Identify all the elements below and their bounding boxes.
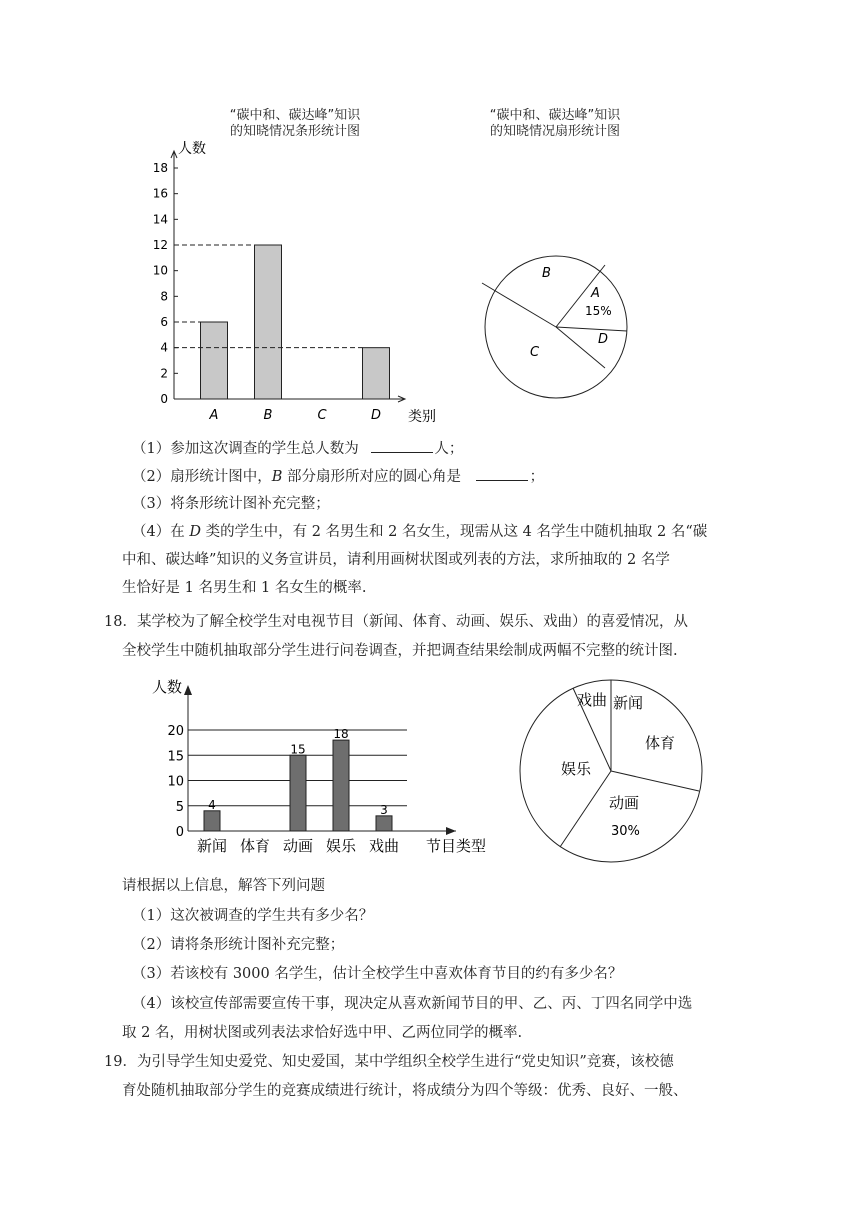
chart3-data-label: 3 bbox=[380, 802, 388, 817]
pie4-label-donghua: 动画 bbox=[609, 794, 640, 812]
pie2-label-d: D bbox=[598, 332, 609, 347]
q18-intro: 请根据以上信息，解答下列问题 bbox=[122, 878, 325, 894]
chart1-ytick-label: 18 bbox=[152, 161, 168, 175]
chart1-ytick-label: 0 bbox=[160, 392, 168, 406]
chart3-bar bbox=[376, 816, 392, 831]
chart3-ytick-label: 5 bbox=[175, 799, 184, 815]
chart3-bar bbox=[204, 811, 220, 831]
pie4-annotation-donghua: 30% bbox=[611, 824, 640, 839]
chart3-data-label: 15 bbox=[290, 742, 306, 757]
chart1-ytick-label: 12 bbox=[152, 238, 168, 252]
pie2-annotation-a: 15% bbox=[585, 304, 612, 318]
chart3-x-axis-arrow bbox=[446, 827, 456, 835]
chart1-ytick-label: 16 bbox=[152, 186, 168, 201]
chart3-ytick-label: 15 bbox=[167, 749, 184, 765]
chart1-bar-a bbox=[201, 322, 228, 399]
chart3-data-label: 4 bbox=[208, 797, 216, 812]
pie4-label-yule: 娱乐 bbox=[561, 760, 592, 778]
chart1-xtick-label: D bbox=[370, 408, 382, 423]
chart1-bar-d bbox=[363, 348, 390, 399]
chart3-y-label: 人数 bbox=[152, 678, 183, 696]
chart1-ytick-label: 14 bbox=[152, 212, 168, 227]
q19-stem-line2: 育处随机抽取部分学生的竞赛成绩进行统计，将成绩分为四个等级：优秀、良好、一般、 bbox=[122, 1083, 688, 1099]
q17-part3: （3）将条形统计图补充完整； bbox=[132, 496, 330, 512]
q17-part4-line3: 生恰好是 1 名男生和 1 名女生的概率. bbox=[122, 580, 367, 596]
pie2-divider-right bbox=[556, 327, 627, 331]
pie4-label-xinwen: 新闻 bbox=[613, 694, 644, 712]
chart1-xtick-label: A bbox=[209, 408, 219, 423]
q19-stem-line1: 19．为引导学生知史爱党、知史爱国，某中学组织全校学生进行“党史知识”竞赛，该校德 bbox=[104, 1054, 674, 1070]
pie2-label-c: C bbox=[530, 345, 540, 360]
chart3-xtick-label: 动画 bbox=[282, 837, 314, 855]
chart3-bar bbox=[290, 755, 306, 831]
q18-part4-line1: （4）该校宣传部需要宣传干事，现决定从喜欢新闻节目的甲、乙、丙、丁四名同学中选 bbox=[132, 996, 693, 1012]
chart1-x-label: 类别 bbox=[408, 409, 436, 425]
q17-part2-blank bbox=[476, 466, 528, 481]
chart3-x-label: 节目类型 bbox=[426, 837, 487, 855]
q17-part2: （2）扇形统计图中，B 部分扇形所对应的圆心角是 ； bbox=[132, 466, 544, 487]
chart2-title-line1: “碳中和、碳达峰”知识 bbox=[489, 108, 621, 123]
chart2-title bbox=[465, 108, 645, 140]
pie4-label-xiqu: 戏曲 bbox=[577, 691, 608, 709]
chart3-ytick-label: 20 bbox=[167, 724, 184, 739]
chart3-xtick-label: 体育 bbox=[239, 837, 271, 855]
chart1-ytick-label: 10 bbox=[152, 263, 168, 278]
chart1-bar-b bbox=[255, 245, 282, 399]
q18-part4-line2: 取 2 名，用树状图或列表法求恰好选中甲、乙两位同学的概率. bbox=[122, 1025, 523, 1041]
chart1-title-line2: 的知晓情况条形统计图 bbox=[229, 124, 360, 139]
chart3-bar-chart bbox=[150, 675, 495, 860]
q17-part4-line2: 中和、碳达峰”知识的义务宣讲员，请利用画树状图或列表的方法，求所抽取的 2 名学 bbox=[122, 552, 670, 568]
q17-part4: （4）在 D 类的学生中，有 2 名男生和 2 名女生，现需从这 4 名学生中随机抽取 2 名“碳 bbox=[132, 524, 708, 540]
chart3-bar bbox=[333, 740, 349, 831]
pie4-label-tiyu: 体育 bbox=[645, 734, 676, 752]
pie2-divider-left bbox=[482, 283, 556, 327]
chart2-pie-chart bbox=[476, 255, 646, 400]
chart1-bar-chart bbox=[140, 135, 460, 430]
chart3-xtick-label: 戏曲 bbox=[368, 837, 400, 855]
chart4-pie-chart bbox=[518, 675, 708, 865]
chart3-ytick-label: 10 bbox=[167, 774, 184, 790]
chart3-ytick-label: 0 bbox=[175, 825, 184, 840]
q18-part2: （2）请将条形统计图补充完整； bbox=[132, 937, 345, 953]
q18-part3: （3）若该校有 3000 名学生，估计全校学生中喜欢体育节目的约有多少名？ bbox=[132, 966, 623, 982]
chart2-title-line2: 的知晓情况扇形统计图 bbox=[489, 124, 620, 139]
q17-part1: （1）参加这次调查的学生总人数为 人； bbox=[132, 438, 463, 459]
q17-part1-blank bbox=[371, 438, 433, 453]
chart3-data-label: 18 bbox=[333, 727, 349, 742]
chart1-y-label: 人数 bbox=[178, 141, 206, 157]
chart1-ytick-label: 8 bbox=[160, 289, 168, 304]
q18-stem-line1: 18．某学校为了解全校学生对电视节目（新闻、体育、动画、娱乐、戏曲）的喜爱情况，从 bbox=[104, 614, 688, 630]
chart3-xtick-label: 娱乐 bbox=[325, 837, 357, 855]
chart3-y-axis-arrow bbox=[184, 685, 192, 695]
q18-stem-line2: 全校学生中随机抽取部分学生进行问卷调查，并把调查结果绘制成两幅不完整的统计图. bbox=[122, 643, 678, 659]
q18-part1: （1）这次被调查的学生共有多少名？ bbox=[132, 908, 374, 924]
chart1-xtick-label: C bbox=[317, 408, 327, 423]
pie2-label-a: A bbox=[591, 286, 600, 301]
chart1-ytick-label: 2 bbox=[160, 366, 168, 381]
pie2-label-b: B bbox=[542, 266, 551, 281]
chart1-title-line1: “碳中和、碳达峰”知识 bbox=[229, 108, 361, 123]
chart1-ytick-label: 4 bbox=[160, 340, 168, 355]
chart1-ytick-label: 6 bbox=[160, 315, 168, 329]
chart1-xtick-label: B bbox=[263, 408, 273, 423]
pie4-divider-bottomleft bbox=[560, 771, 611, 847]
chart3-xtick-label: 新闻 bbox=[196, 837, 228, 855]
pie4-divider-right bbox=[611, 771, 699, 791]
